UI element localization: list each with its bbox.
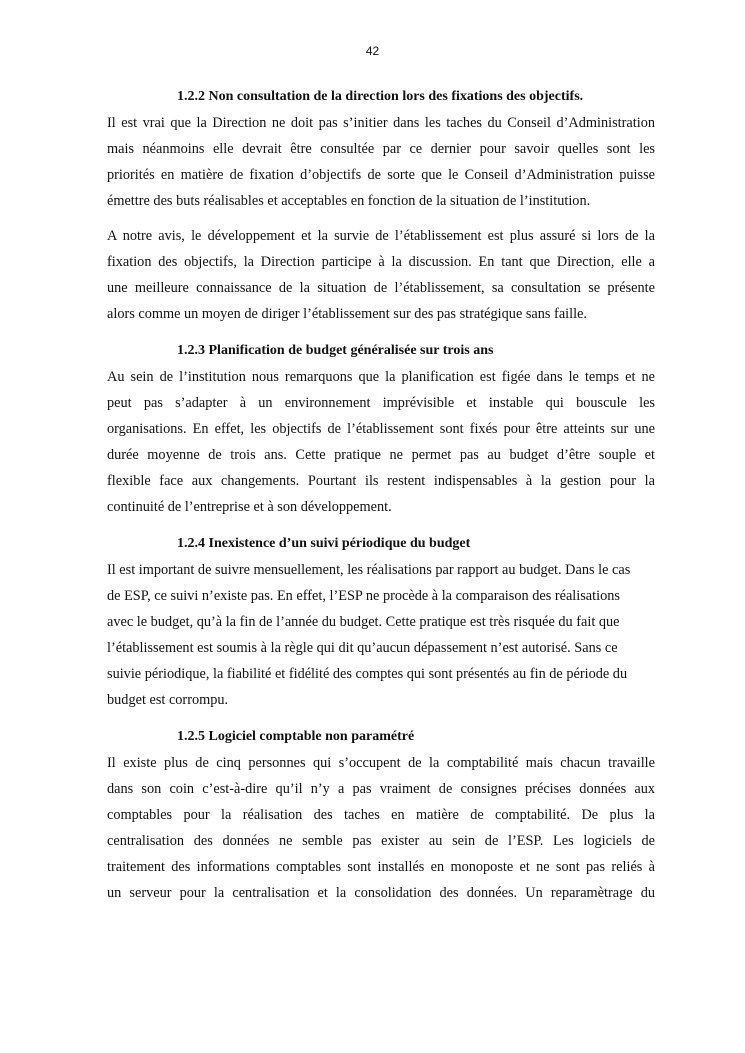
text-line: durée moyenne de trois ans. Cette pratique ne permet pas au budget d’être souple et <box>107 447 655 463</box>
text-line: l’établissement est soumis à la règle qui dit qu’aucun dépassement n’est autorisé. Sans ce <box>107 640 618 656</box>
page-number: 42 <box>365 44 380 58</box>
text-line: organisations. En effet, les objectifs de l’établissement sont fixés pour être atteints sur une <box>107 421 655 437</box>
text-line: budget est corrompu. <box>107 692 229 708</box>
text-line: peut pas s’adapter à un environnement imprévisible et instable qui bouscule les <box>107 395 655 411</box>
text-line: fixation des objectifs, la Direction participe à la discussion. En tant que Direction, elle a <box>107 254 655 270</box>
section-1-2-2 <box>107 88 655 327</box>
text-line: centralisation des données ne semble pas exister au sein de l’ESP. Les logiciels de <box>107 833 655 849</box>
text-line: flexible face aux changements. Pourtant ils restent indispensables à la gestion pour la <box>107 473 655 489</box>
document-body <box>107 88 655 906</box>
section-heading: 1.2.3 Planification de budget généralisée sur trois ans <box>177 343 494 358</box>
text-line: Il est vrai que la Direction ne doit pas s’initier dans les taches du Conseil d’Administration <box>107 115 655 131</box>
section-heading: 1.2.2 Non consultation de la direction lors des fixations des objectifs. <box>177 89 584 104</box>
section-heading: 1.2.4 Inexistence d’un suivi périodique du budget <box>177 536 471 551</box>
text-line: Il est important de suivre mensuellement, les réalisations par rapport au budget. Dans le cas <box>107 562 631 578</box>
text-line: alors comme un moyen de diriger l’établissement sur des pas stratégique sans faille. <box>107 306 587 322</box>
section-1-2-5 <box>107 728 655 906</box>
paragraph <box>107 364 655 520</box>
section-1-2-3 <box>107 342 655 520</box>
text-line: priorités en matière de fixation d’objectifs de sorte que le Conseil d’Administration puisse <box>107 167 655 183</box>
text-line: Il existe plus de cinq personnes qui s’occupent de la comptabilité mais chacun travaille <box>107 755 655 771</box>
section-1-2-4 <box>107 535 655 713</box>
text-line: dans son coin c’est-à-dire qu’il n’y a pas vraiment de consignes précises données aux <box>107 781 655 797</box>
text-line: Au sein de l’institution nous remarquons que la planification est figée dans le temps et ne <box>107 369 655 385</box>
paragraph <box>107 557 655 713</box>
paragraph <box>107 223 655 327</box>
paragraph <box>107 750 655 906</box>
text-line: mais néanmoins elle devrait être consultée par ce dernier pour savoir quelles sont les <box>107 141 655 157</box>
section-heading: 1.2.5 Logiciel comptable non paramétré <box>177 729 415 744</box>
text-line: suivie périodique, la fiabilité et fidélité des comptes qui sont présentés au fin de période du <box>107 666 628 682</box>
text-line: comptables pour la réalisation des taches en matière de comptabilité. De plus la <box>107 807 655 823</box>
text-line: un serveur pour la centralisation et la consolidation des données. Un reparamètrage du <box>107 885 655 901</box>
text-line: A notre avis, le développement et la survie de l’établissement est plus assuré si lors de la <box>107 228 655 244</box>
text-line: avec le budget, qu’à la fin de l’année du budget. Cette pratique est très risquée du fait que <box>107 614 620 630</box>
text-line: traitement des informations comptables sont installés en monoposte et ne sont pas reliés à <box>107 859 655 875</box>
text-line: de ESP, ce suivi n’existe pas. En effet, l’ESP ne procède à la comparaison des réalisations <box>107 588 620 604</box>
text-line: émettre des buts réalisables et acceptables en fonction de la situation de l’institution. <box>107 193 591 209</box>
text-line: continuité de l’entreprise et à son développement. <box>107 499 392 515</box>
paragraph <box>107 110 655 214</box>
text-line: une meilleure connaissance de la situation de l’établissement, sa consultation se présente <box>107 280 655 296</box>
